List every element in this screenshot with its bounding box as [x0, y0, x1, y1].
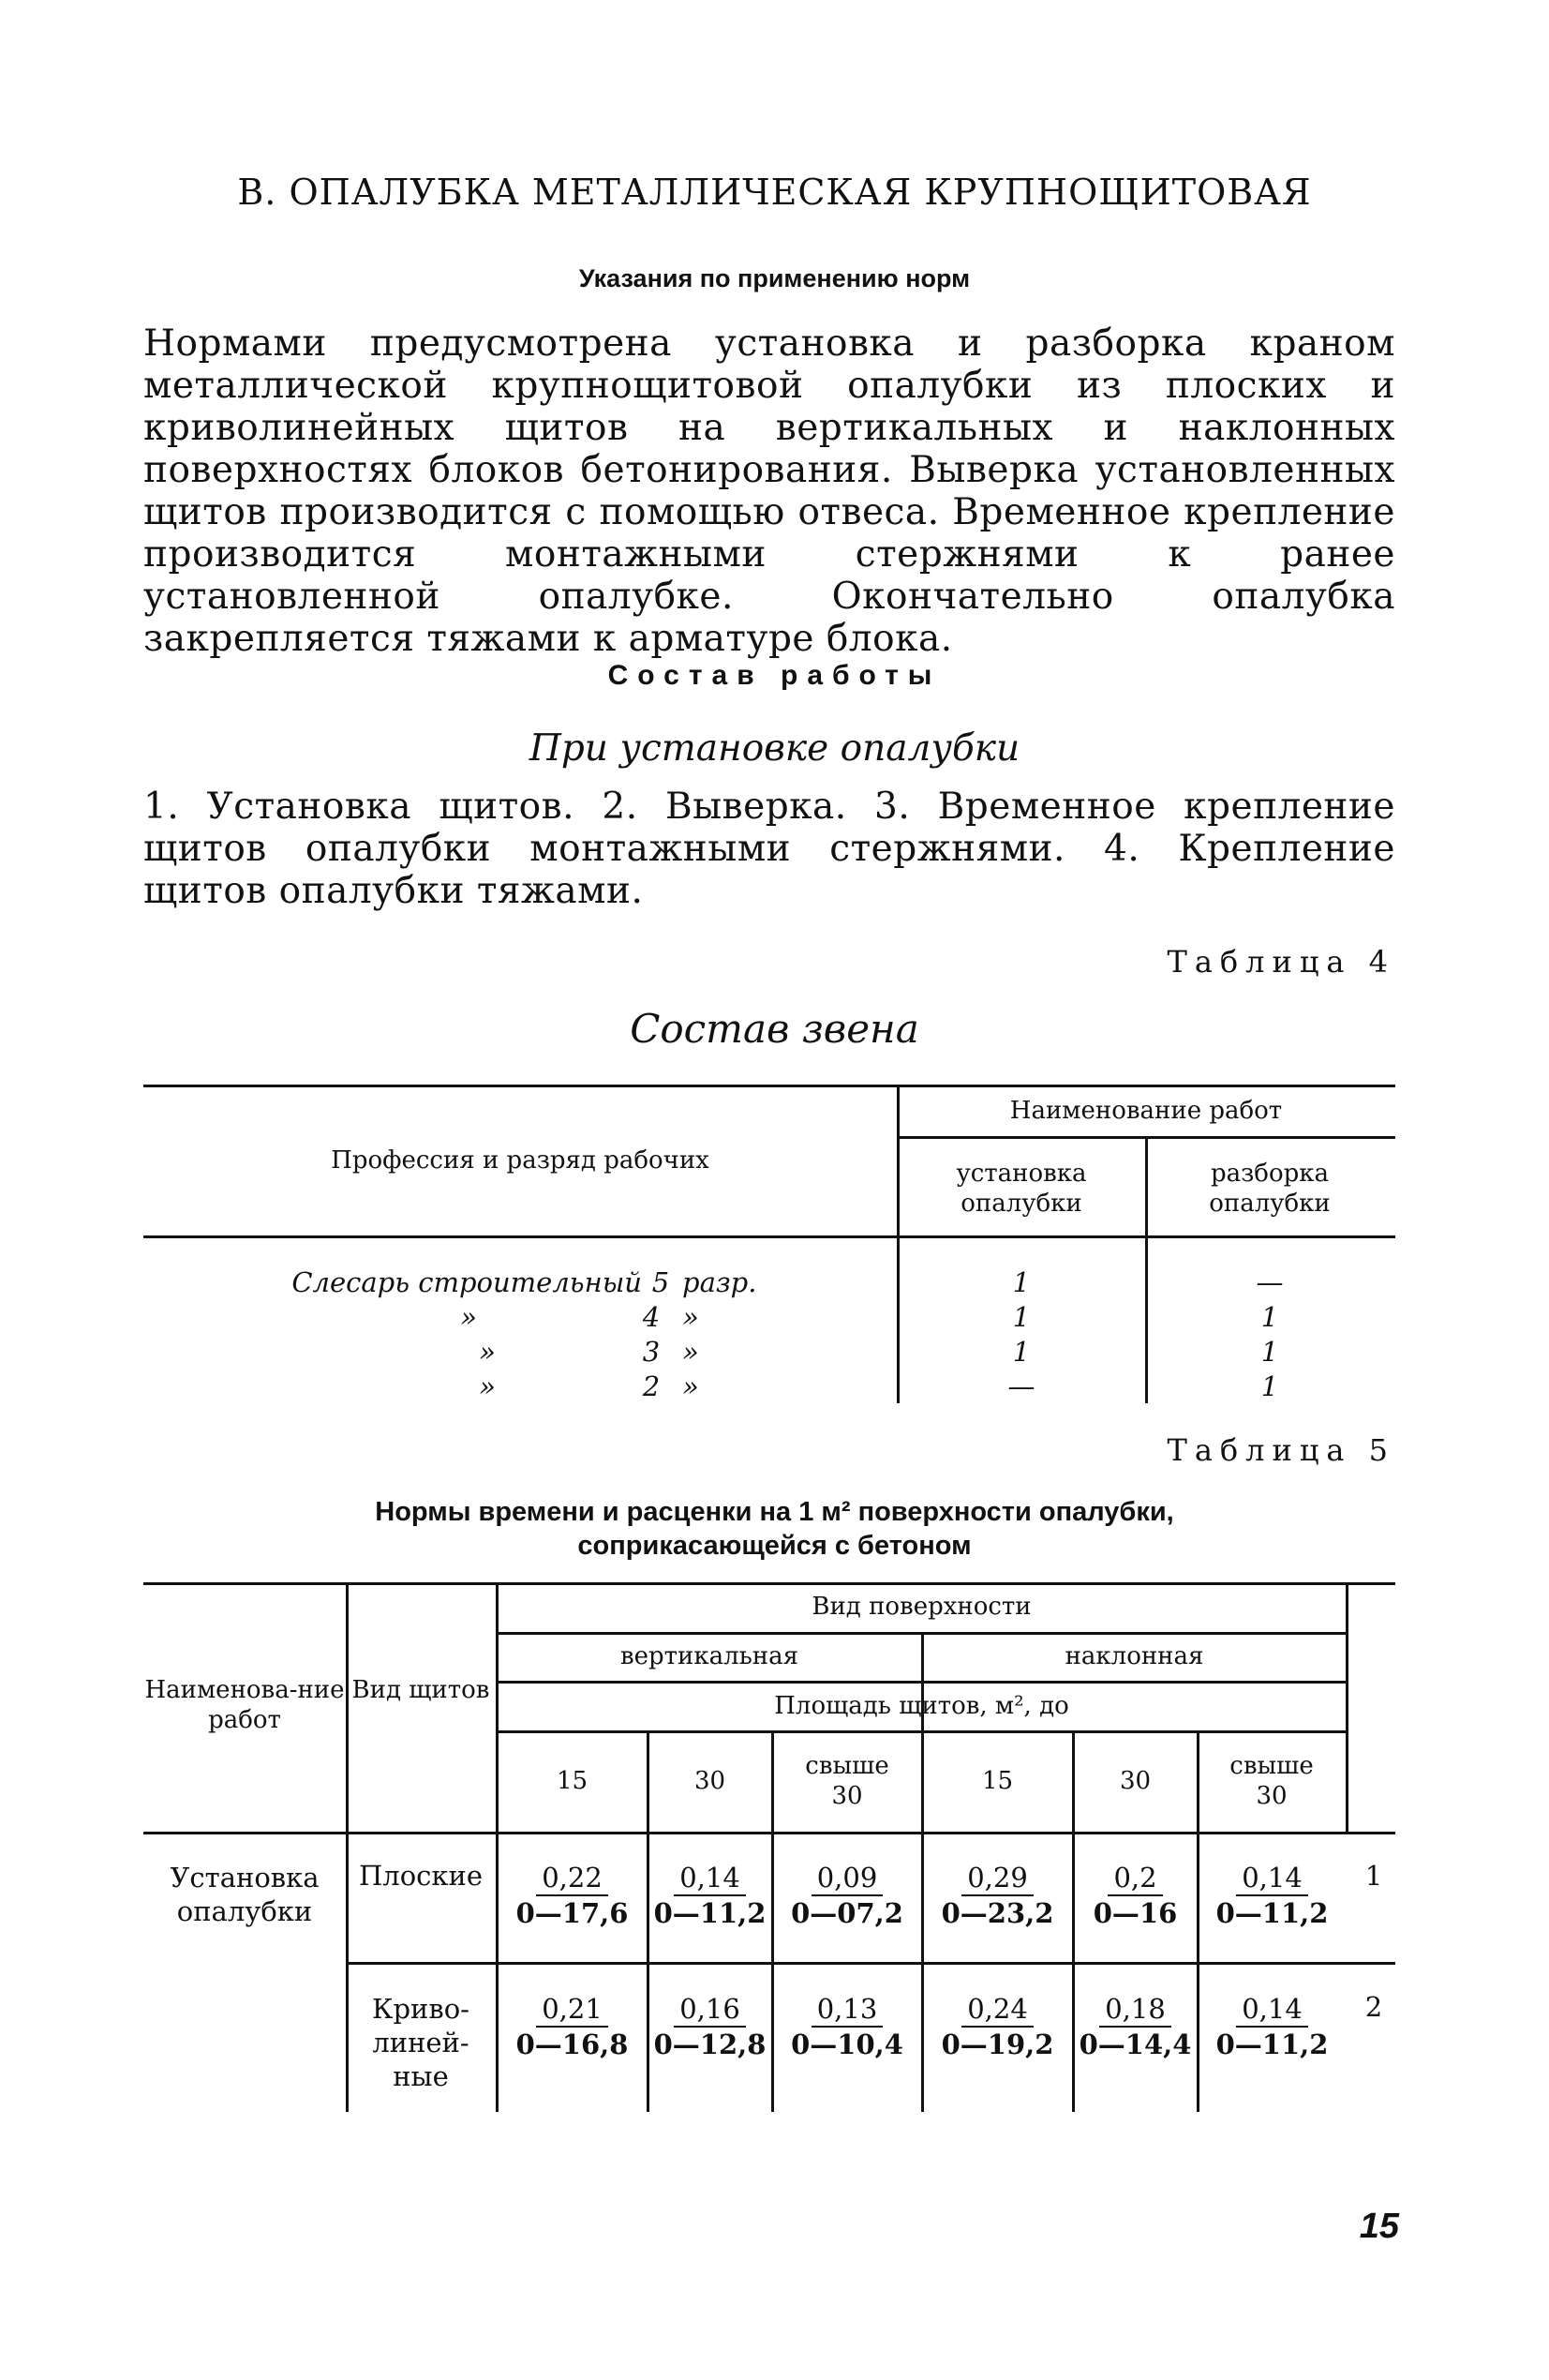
table5-r1-c1: [648, 1992, 771, 2061]
table5-r1-c4-time: 0,18: [1099, 1992, 1171, 2028]
table5-row-0-index: 1: [1364, 1860, 1383, 1892]
table5-r1-c5-price: 0—11,2: [1215, 2028, 1329, 2060]
table4-row-0-dismantle: —: [1256, 1266, 1284, 1298]
table4-row-2-unit: »: [682, 1336, 699, 1368]
table4-row-2-dismantle: 1: [1260, 1336, 1279, 1368]
table5-r1-c1-price: 0—12,8: [653, 2028, 767, 2060]
table5-area-col-2: свыше 30: [805, 1752, 889, 1810]
table5-r0-c2-price: 0—07,2: [791, 1897, 903, 1929]
table5-row-1-index: 2: [1364, 1991, 1383, 2023]
table4-col-profession: Профессия и разряд рабочих: [331, 1146, 709, 1175]
table5-r0-c5-price: 0—11,2: [1215, 1897, 1329, 1929]
table5-r0-c3-time: 0,29: [961, 1861, 1034, 1896]
table5-col-vertical: вертикальная: [619, 1642, 799, 1670]
table4-header-rule: [143, 1235, 1395, 1238]
table5-r0-c0-price: 0—17,6: [515, 1897, 629, 1929]
table5-r0-c1-time: 0,14: [674, 1861, 746, 1896]
table5-row-1-type: Криво-линей-ные: [372, 1993, 469, 2092]
table5-r1-c0-time: 0,21: [536, 1992, 608, 2028]
table4-col-dismantle: разборка опалубки: [1209, 1160, 1331, 1218]
table5-r0-c4: [1074, 1861, 1197, 1930]
table5-work-name: Установка опалубки: [170, 1862, 320, 1927]
table4-col-install: установка опалубки: [956, 1160, 1087, 1218]
table5-r0-c0-time: 0,22: [536, 1861, 608, 1896]
table4-top-rule: [143, 1085, 1395, 1087]
table5-r0-c1: [648, 1861, 771, 1930]
table4-divider-2: [1145, 1136, 1148, 1403]
page-number: 15: [1359, 2207, 1399, 2246]
table5-area-col-0: 15: [556, 1767, 588, 1795]
table4-row-2-install: 1: [1012, 1336, 1031, 1368]
table5-r0-c2: [773, 1861, 921, 1930]
table5-r0-c0: [498, 1861, 647, 1930]
table5-area-col-4: 30: [1119, 1767, 1152, 1795]
table5-r1-c2-time: 0,13: [812, 1992, 884, 2028]
table4-row-0-unit: разр.: [682, 1266, 757, 1298]
table5-r1-c3-time: 0,24: [961, 1992, 1034, 2028]
table5-r0-c1-price: 0—11,2: [653, 1897, 767, 1929]
table5-top-rule: [143, 1582, 1395, 1585]
table5-r1-c0-price: 0—16,8: [515, 2028, 629, 2060]
table4-col-group: Наименование работ: [1009, 1097, 1283, 1125]
table4-label: Таблица 4: [1167, 944, 1395, 980]
work-heading: Состав работы: [607, 660, 942, 691]
table5-row-0-type: Плоские: [358, 1860, 484, 1892]
table5-r1-c4: [1074, 1992, 1197, 2061]
table4-title: Состав звена: [630, 1006, 919, 1052]
table5-col-area: Площадь щитов, м², до: [774, 1692, 1069, 1720]
work-paragraph: 1. Установка щитов. 2. Выверка. 3. Временное крепление щитов опалубки монтажными стержнями. 4. Крепление щитов опалубки тяжами.: [143, 786, 1395, 912]
table4-row-2-grade: 3: [642, 1336, 661, 1368]
table4-row-0-install: 1: [1012, 1266, 1031, 1298]
table5-r0-c3-price: 0—23,2: [941, 1897, 1054, 1929]
table5-r1-c1-time: 0,16: [674, 1992, 746, 2028]
table4-row-3-unit: »: [682, 1370, 699, 1402]
table4-row-3-profession: »: [479, 1370, 496, 1402]
table5-col-work: Наименова-ние работ: [144, 1676, 345, 1734]
table5-col-type: Вид щитов: [351, 1676, 490, 1704]
table5-r0-c4-price: 0—16: [1093, 1897, 1178, 1929]
table5-r1-c2: [773, 1992, 921, 2061]
table5-r1-c0: [498, 1992, 647, 2061]
table5-r0-c5-time: 0,14: [1236, 1861, 1308, 1896]
table5-r1-c5-time: 0,14: [1236, 1992, 1308, 2028]
work-subheading: При установке опалубки: [529, 727, 1020, 770]
table5-col-inclined: наклонная: [1065, 1642, 1204, 1670]
table5-r0-c4-time: 0,2: [1108, 1861, 1162, 1896]
intro-paragraph: Нормами предусмотрена установка и разборка краном металлической крупнощитовой опалубки из плоских и криволинейных щитов на вертикальных и наклонных поверхностях блоков бетонирования. Выверка установленных щитов производится с помощью отвеса. Временное крепление производится монтажными стержнями к ранее установленной опалубке. Окончательно опалубка закрепляется тяжами к арматуре блока.: [143, 322, 1395, 660]
table4-row-0-profession: Слесарь строительный: [291, 1266, 642, 1298]
table5-title-line2: соприкасающейся с бетоном: [577, 1531, 972, 1561]
table5-title: [0, 1495, 1549, 1563]
table5-area-col-3: 15: [981, 1767, 1014, 1795]
table5-divider-c6: [1346, 1582, 1348, 1832]
table4-row-1-grade: 4: [642, 1301, 661, 1333]
table4-row-1-profession: »: [460, 1301, 477, 1333]
table4-row-1-dismantle: 1: [1260, 1301, 1279, 1333]
table5-area-col-5: свыше 30: [1229, 1752, 1314, 1810]
table5-r0-c5: [1199, 1861, 1346, 1930]
table5-label: Таблица 5: [1167, 1432, 1395, 1468]
table5-title-line1: Нормы времени и расценки на 1 м² поверхности опалубки,: [375, 1497, 1174, 1527]
table4-row-3-install: —: [1007, 1370, 1035, 1402]
table5-r1-c4-price: 0—14,4: [1079, 2028, 1192, 2060]
table5-r1-c3: [923, 1992, 1072, 2061]
table5-row-rule: [347, 1962, 1395, 1965]
table4-row-0-grade: 5: [651, 1266, 670, 1298]
table5-r0-c2-time: 0,09: [812, 1861, 884, 1896]
table5-area-col-1: 30: [693, 1767, 726, 1795]
table4-divider-1: [897, 1085, 900, 1403]
table4-row-2-profession: »: [479, 1336, 496, 1368]
subheading: Указания по применению норм: [578, 264, 971, 292]
table5-r0-c3: [923, 1861, 1072, 1930]
table4-row-3-grade: 2: [642, 1370, 661, 1402]
table5-col-surface: Вид поверхности: [812, 1593, 1032, 1621]
table4-row-1-unit: »: [682, 1301, 699, 1333]
table5-header-rule: [143, 1832, 1395, 1834]
table5-r1-c2-price: 0—10,4: [791, 2028, 903, 2060]
table4-row-3-dismantle: 1: [1260, 1370, 1279, 1402]
table5-r1-c5: [1199, 1992, 1346, 2061]
table5-r1-c3-price: 0—19,2: [941, 2028, 1054, 2060]
table4-row-1-install: 1: [1012, 1301, 1031, 1333]
section-title: В. ОПАЛУБКА МЕТАЛЛИЧЕСКАЯ КРУПНОЩИТОВАЯ: [237, 172, 1312, 213]
